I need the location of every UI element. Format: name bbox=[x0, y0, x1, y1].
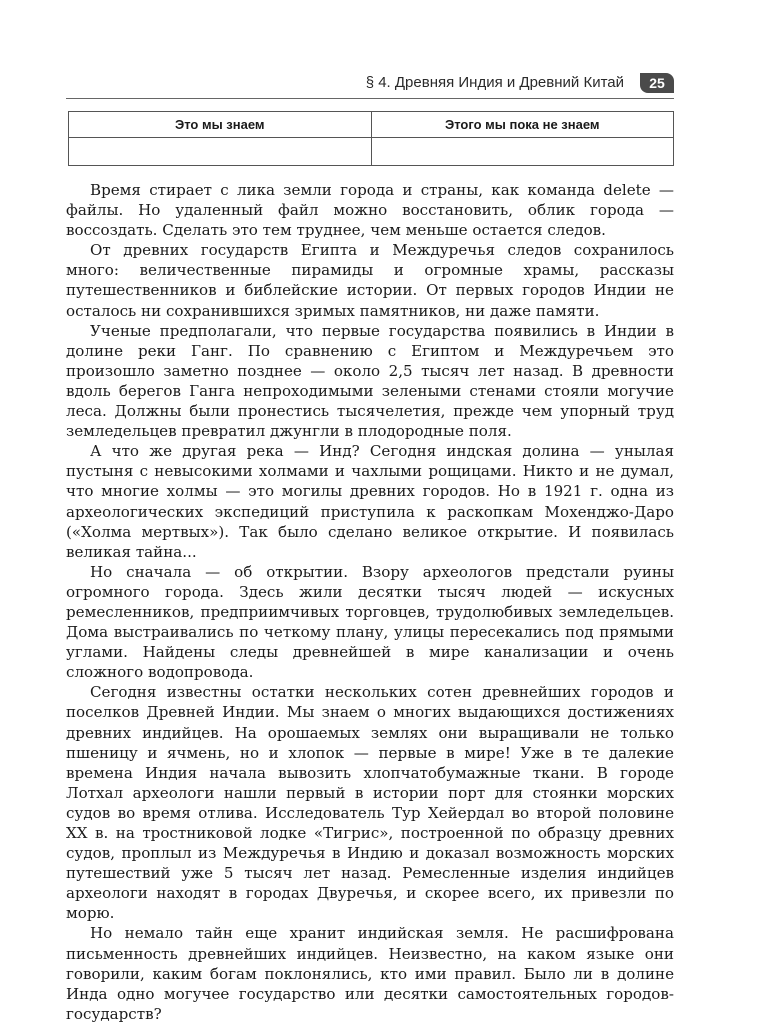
body-text bbox=[66, 180, 674, 1024]
paragraph: От древних государств Египта и Междуречья следов сохранилось много: величественные пирамиды и огромные храмы, рассказы путешественников и библейские истории. От первых городов Индии не осталось ни сохранившихся зримых памятников, ни даже памяти. bbox=[66, 241, 674, 320]
column-header-known: Это мы знаем bbox=[69, 112, 372, 138]
paragraph: А что же другая река — Инд? Сегодня индская долина — унылая пустыня с невысокими холмами и чахлыми рощицами. Никто и не думал, что многие холмы — это могилы древних городов. Но в 1921 г. одна из археологических экспедиций приступила к раскопкам Мохенджо-Даро («Холма мертвых»). Так было сделано великое открытие. И появилась великая тайна... bbox=[66, 442, 674, 561]
cell-known-empty bbox=[69, 138, 372, 166]
chapter-title: § 4. Древняя Индия и Древний Китай bbox=[365, 74, 624, 91]
know-dont-know-table bbox=[68, 111, 674, 166]
page-number-badge: 25 bbox=[640, 73, 674, 93]
paragraph: Сегодня известны остатки нескольких сотен древнейших городов и поселков Древней Индии. Мы знаем о многих выдающихся достижениях древних индийцев. На орошаемых землях они выращивали не только пшеницу и ячмень, но и хлопок — первые в мире! Уже в те далекие времена Индия начала вывозить хлопчатобумажные ткани. В городе Лотхал археологи нашли первый в истории порт для стоянки морских судов во время отлива. Исследователь Тур Хейердал во второй половине XX в. на тростниковой лодке «Тигрис», построенной по образцу древних судов, проплыл из Междуречья в Индию и доказал возможность морских путешествий уже 5 тысяч лет назад. Ремесленные изделия индийцев археологи находят в городах Двуречья, и скорее всего, их привезли по морю. bbox=[66, 683, 674, 923]
paragraph: Но сначала — об открытии. Взору археологов предстали руины огромного города. Здесь жили десятки тысяч людей — искусных ремесленников, предприимчивых торговцев, трудолюбивых земледельцев. Дома выстраивались по четкому плану, улицы пересекались под прямыми углами. Найдены следы древнейшей в мире канализации и очень сложного водопровода. bbox=[66, 562, 674, 682]
header-rule bbox=[66, 98, 674, 99]
column-header-unknown: Этого мы пока не знаем bbox=[371, 112, 674, 138]
running-header bbox=[66, 72, 674, 94]
paragraph: Но немало тайн еще хранит индийская земля. Не расшифрована письменность древнейших индийцев. Неизвестно, на каком языке они говорили, каким богам поклонялись, кто ими правил. Было ли в долине Инда одно могучее государство или десятки самостоятельных городов-государств? bbox=[66, 924, 674, 1023]
paragraph: Время стирает с лика земли города и страны, как команда delete — файлы. Но удаленный файл можно восстановить, облик города — воссоздать. Сделать это тем труднее, чем меньше остается следов. bbox=[66, 181, 674, 240]
paragraph: Ученые предполагали, что первые государства появились в Индии в долине реки Ганг. По сравнению с Египтом и Междуречьем это произошло заметно позднее — около 2,5 тысяч лет назад. В древности вдоль берегов Ганга непроходимыми зелеными стенами стояли могучие леса. Должны были пронестись тысячелетия, прежде чем упорный труд земледельцев превратил джунгли в плодородные поля. bbox=[66, 321, 674, 441]
cell-unknown-empty bbox=[371, 138, 674, 166]
